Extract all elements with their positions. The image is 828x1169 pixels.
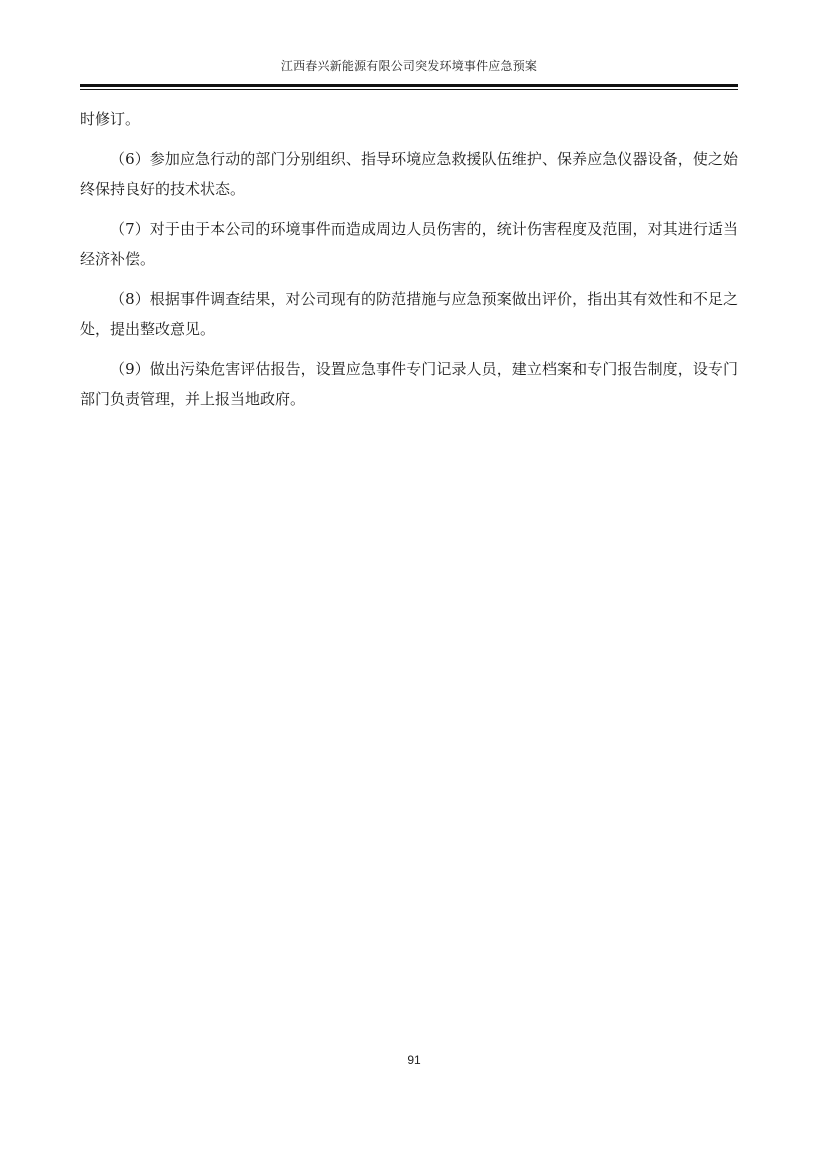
document-body bbox=[80, 104, 738, 424]
document-header-title: 江西春兴新能源有限公司突发环境事件应急预案 bbox=[280, 59, 538, 73]
paragraph-item-6: （6）参加应急行动的部门分别组织、指导环境应急救援队伍维护、保养应急仪器设备，使之始终保持良好的技术状态。 bbox=[80, 150, 738, 198]
header-rule-thick bbox=[80, 84, 738, 87]
paragraph-item-8: （8）根据事件调查结果，对公司现有的防范措施与应急预案做出评价，指出其有效性和不足之处，提出整改意见。 bbox=[80, 290, 738, 338]
header-rule-thin bbox=[80, 89, 738, 90]
paragraph-continuation: 时修订。 bbox=[80, 110, 141, 128]
paragraph-item-9: （9）做出污染危害评估报告，设置应急事件专门记录人员，建立档案和专门报告制度，设专门部门负责管理，并上报当地政府。 bbox=[80, 360, 738, 408]
paragraph-item-7: （7）对于由于本公司的环境事件而造成周边人员伤害的，统计伤害程度及范围，对其进行适当经济补偿。 bbox=[80, 220, 738, 268]
page-number: 91 bbox=[407, 1053, 421, 1067]
